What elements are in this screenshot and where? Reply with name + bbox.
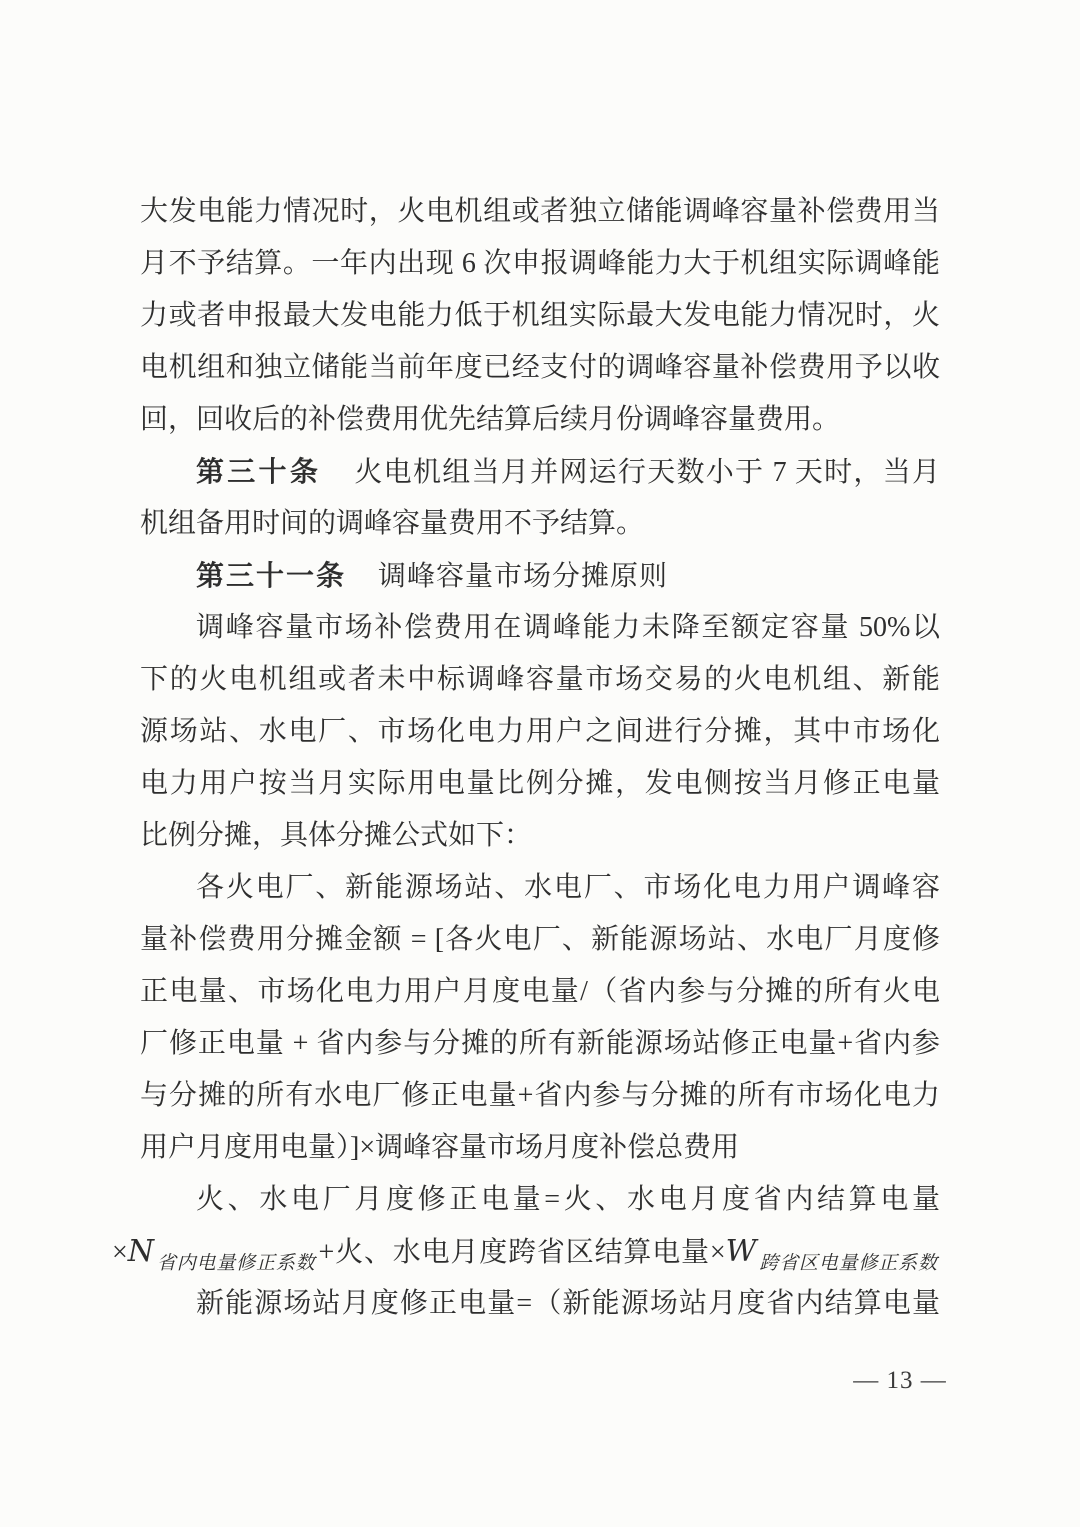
text-line — [140, 914, 940, 966]
text-line — [140, 758, 940, 810]
text-segment: 电力用户按当月实际用电量比例分摊，发电侧按当月修正电量 — [140, 768, 940, 799]
text-line — [140, 1278, 940, 1330]
text-line — [140, 550, 940, 602]
text-segment: 与分摊的所有水电厂修正电量+省内参与分摊的所有市场化电力 — [140, 1080, 940, 1111]
text-segment: 力或者申报最大发电能力低于机组实际最大发电能力情况时，火 — [140, 300, 940, 331]
article-30-number: 第三十条 — [196, 456, 322, 487]
document-lines — [112, 186, 940, 1330]
variable-n: N — [127, 1234, 155, 1269]
text-segment: 用户月度用电量）]×调峰容量市场月度补偿总费用 — [140, 1132, 740, 1163]
text-segment: 电机组和独立储能当前年度已经支付的调峰容量补偿费用予以收 — [140, 352, 940, 383]
text-segment: 厂修正电量 + 省内参与分摊的所有新能源场站修正电量+省内参 — [140, 1028, 940, 1059]
text-segment: +火、水电月度跨省区结算电量× — [318, 1237, 726, 1268]
text-line — [140, 1122, 940, 1174]
subscript-cross-province-coefficient: 跨省区电量修正系数 — [758, 1253, 937, 1274]
text-line — [140, 290, 940, 342]
text-line — [140, 446, 940, 498]
text-line — [140, 706, 940, 758]
text-line — [140, 810, 940, 862]
text-segment: 比例分摊，具体分摊公式如下： — [140, 820, 533, 851]
text-line — [140, 654, 940, 706]
subscript-intra-province-coefficient: 省内电量修正系数 — [156, 1253, 316, 1274]
text-segment: 调峰容量市场补偿费用在调峰能力未降至额定容量 50%以 — [196, 612, 940, 643]
text-segment: 火、水电厂月度修正电量=火、水电月度省内结算电量 — [196, 1184, 940, 1215]
text-line — [140, 1174, 940, 1226]
text-segment: 回，回收后的补偿费用优先结算后续月份调峰容量费用。 — [140, 404, 841, 435]
text-line — [140, 1018, 940, 1070]
article-31-number: 第三十一条 — [196, 560, 347, 591]
text-segment: × — [112, 1237, 128, 1268]
text-segment: 下的火电机组或者未中标调峰容量市场交易的火电机组、新能 — [140, 664, 940, 695]
text-segment: 量补偿费用分摊金额 = [各火电厂、新能源场站、水电厂月度修 — [140, 924, 940, 955]
text-line — [140, 1070, 940, 1122]
variable-w: W — [725, 1234, 757, 1269]
text-line — [140, 602, 940, 654]
text-line — [140, 966, 940, 1018]
text-segment: 机组备用时间的调峰容量费用不予结算。 — [140, 508, 645, 539]
text-line — [140, 186, 940, 238]
text-segment: 新能源场站月度修正电量=（新能源场站月度省内结算电量 — [196, 1288, 940, 1319]
text-line — [140, 342, 940, 394]
text-line — [140, 394, 940, 446]
text-segment: 月不予结算。一年内出现 6 次申报调峰能力大于机组实际调峰能 — [140, 248, 940, 279]
text-line — [112, 1226, 940, 1278]
article-31-title: 调峰容量市场分摊原则 — [378, 561, 669, 592]
text-line — [140, 238, 940, 290]
text-line — [140, 862, 940, 914]
text-segment: 火电机组当月并网运行天数小于 7 天时，当月 — [353, 457, 940, 488]
text-segment: 大发电能力情况时，火电机组或者独立储能调峰容量补偿费用当 — [140, 196, 940, 227]
text-line — [140, 498, 940, 550]
page-number: — 13 — — [853, 1367, 947, 1394]
text-segment: 源场站、水电厂、市场化电力用户之间进行分摊，其中市场化 — [140, 716, 940, 747]
text-segment: 各火电厂、新能源场站、水电厂、市场化电力用户调峰容 — [196, 872, 940, 903]
text-segment: 正电量、市场化电力用户月度电量/（省内参与分摊的所有火电 — [140, 976, 940, 1007]
